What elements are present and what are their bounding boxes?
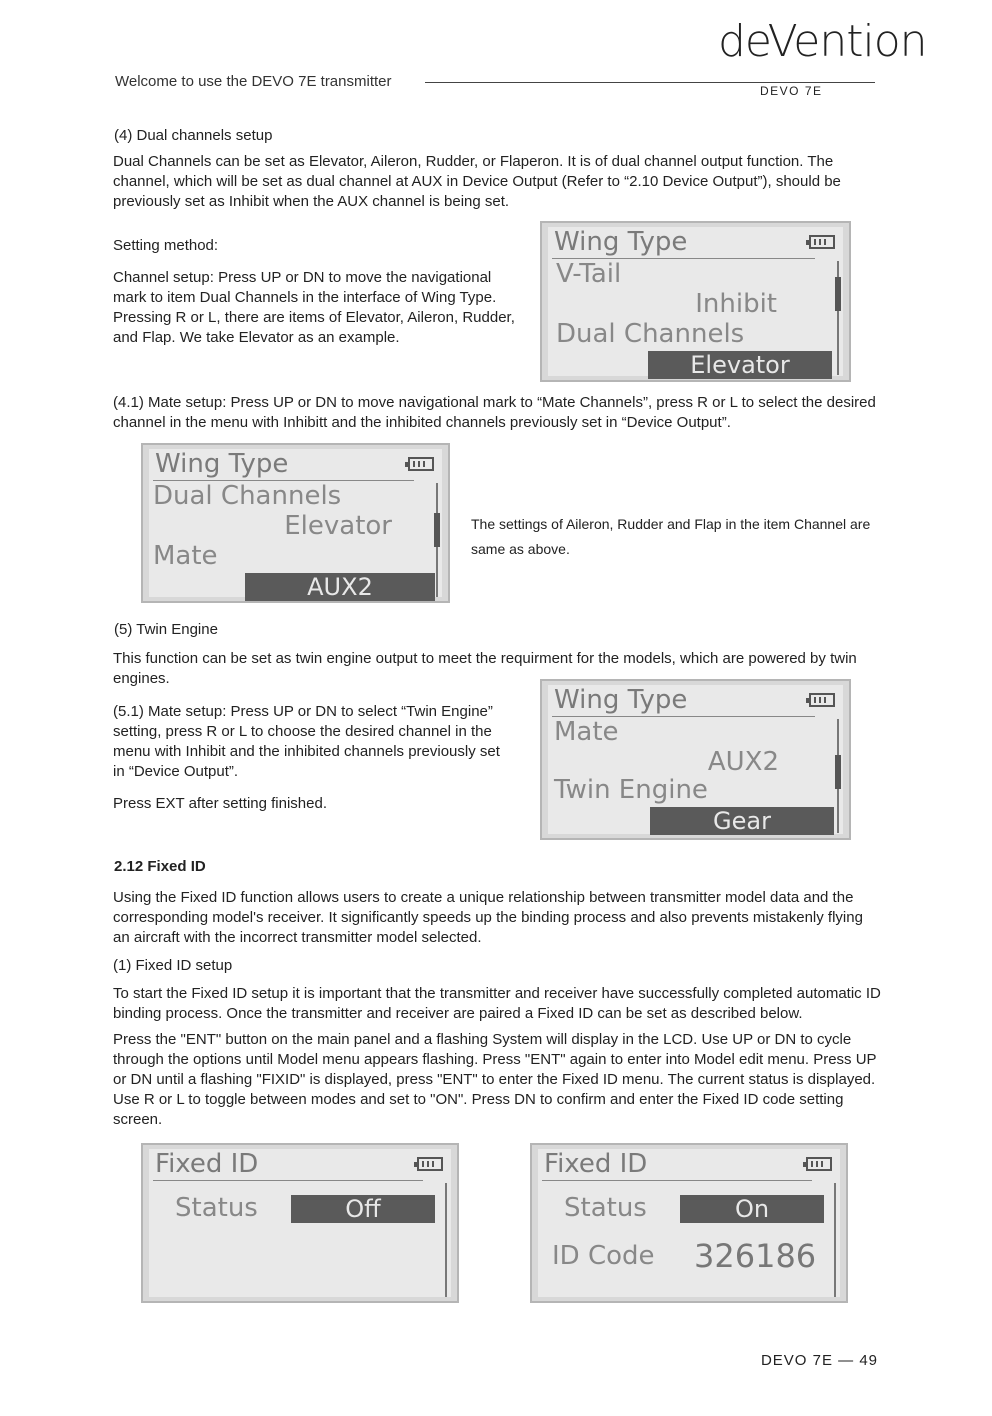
twin-engine-intro: This function can be set as twin engine output to meet the requirment for the models, which are powered by twin engines. (113, 650, 857, 687)
lcd-row-label: Mate (554, 717, 619, 747)
fixed-id-paragraph-2: Press the "ENT" button on the main panel and a flashing System will display in the LCD. Use UP or DN to cycle through the options until Model menu appears flashing. Press "ENT" again to enter into Model edit menu. Press UP or DN until a flashing "FIXID" is displayed, press "ENT" to enter the Fixed ID menu. The current status is displayed. Use R or L to toggle between modes and set to "ON". Press DN to confirm and enter the Fixed ID code setting screen. (113, 1031, 877, 1128)
battery-icon (809, 693, 835, 707)
section-heading-dual-channels: (4) Dual channels setup (114, 127, 273, 144)
page-number: DEVO 7E — 49 (760, 1352, 878, 1369)
lcd-title: Wing Type (554, 227, 688, 257)
lcd-selected-value: AUX2 (245, 573, 435, 601)
lcd-title: Fixed ID (155, 1149, 259, 1179)
lcd-row-label: Dual Channels (556, 319, 745, 349)
lcd-wing-type-dual (141, 443, 450, 603)
lcd-divider (153, 1180, 423, 1181)
lcd-fixed-id-off (141, 1143, 459, 1303)
lcd-title: Wing Type (554, 685, 688, 715)
twin-mate-setup-text: (5.1) Mate setup: Press UP or DN to select “Twin Engine” setting, press R or L to choose the desired channel in the menu with Inhibit and the inhibited channels previously set in “Device Output”. (113, 703, 500, 780)
header-divider (425, 82, 875, 83)
setting-method-label: Setting method: (113, 237, 219, 254)
battery-icon (809, 235, 835, 249)
press-ext-text: Press EXT after setting finished. (113, 795, 327, 812)
header-title: Welcome to use the DEVO 7E transmitter (115, 73, 392, 90)
lcd-status-label: Status (175, 1193, 258, 1223)
lcd-wing-type-vtail (540, 221, 851, 382)
lcd-fixed-id-on (530, 1143, 848, 1303)
lcd-row-value: Inhibit (695, 289, 777, 319)
lcd-selected-value: Elevator (648, 351, 832, 379)
lcd-scroll-thumb (835, 755, 841, 789)
lcd-status-value: Off (291, 1195, 435, 1223)
lcd-id-code-label: ID Code (552, 1241, 655, 1271)
lcd-id-code-value: 326186 (694, 1237, 817, 1275)
lcd-status-value: On (680, 1195, 824, 1223)
fixed-id-setup-heading: (1) Fixed ID setup (113, 957, 233, 974)
section-heading-twin-engine: (5) Twin Engine (114, 621, 218, 638)
lcd-selected-value: Gear (650, 807, 834, 835)
channel-setup-text: Channel setup: Press UP or DN to move the navigational mark to item Dual Channels in the interface of Wing Type. Pressing R or L, there are items of Elevator, Aileron, Rudder, and Flap. We take Elevator as an example. (113, 269, 515, 346)
battery-icon (417, 1157, 443, 1171)
lcd-scroll-thumb (835, 277, 841, 311)
lcd-row-value: Elevator (284, 511, 392, 541)
dual-channels-intro: Dual Channels can be set as Elevator, Aileron, Rudder, or Flaperon. It is of dual channel output function. The channel, which will be set as dual channel at AUX in Device Output (Refer to “2.10 Device Output”), should be previously set as Inhibit when the AUX channel is being set. (113, 153, 841, 210)
lcd-row-label: Mate (153, 541, 218, 571)
lcd-row-label: Twin Engine (554, 775, 708, 805)
devention-logo: deVention (718, 16, 927, 67)
lcd-wing-type-twin (540, 679, 851, 840)
lcd-row-value: AUX2 (707, 747, 779, 777)
same-settings-note: The settings of Aileron, Rudder and Flap in the item Channel are same as above. (471, 516, 871, 557)
lcd-row-label: V-Tail (556, 259, 622, 289)
lcd-scroll-thumb (434, 513, 440, 547)
mate-setup-text: (4.1) Mate setup: Press UP or DN to move navigational mark to “Mate Channels”, press R or L to select the desired channel in the menu with Inhibitt and the inhibited channels previously set in “Device Output”. (113, 394, 876, 431)
lcd-title: Wing Type (155, 449, 289, 479)
section-heading-fixed-id: 2.12 Fixed ID (114, 858, 206, 875)
lcd-status-label: Status (564, 1193, 647, 1223)
lcd-scrollbar (834, 1183, 836, 1297)
lcd-scrollbar (445, 1183, 447, 1297)
battery-icon (408, 457, 434, 471)
fixed-id-paragraph-1: To start the Fixed ID setup it is important that the transmitter and receiver have successfully completed automatic ID binding process. Once the transmitter and receiver are paired a Fixed ID can be set as described below. (113, 985, 881, 1022)
lcd-title: Fixed ID (544, 1149, 648, 1179)
logo-model: DEVO 7E (760, 84, 823, 98)
lcd-divider (542, 1180, 812, 1181)
lcd-row-label: Dual Channels (153, 481, 342, 511)
fixed-id-intro: Using the Fixed ID function allows users to create a unique relationship between transmitter model data and the corresponding model's receiver. It significantly speeds up the binding process and also prevents mistakenly flying an aircraft with the incorrect transmitter model selected. (113, 889, 863, 946)
battery-icon (806, 1157, 832, 1171)
